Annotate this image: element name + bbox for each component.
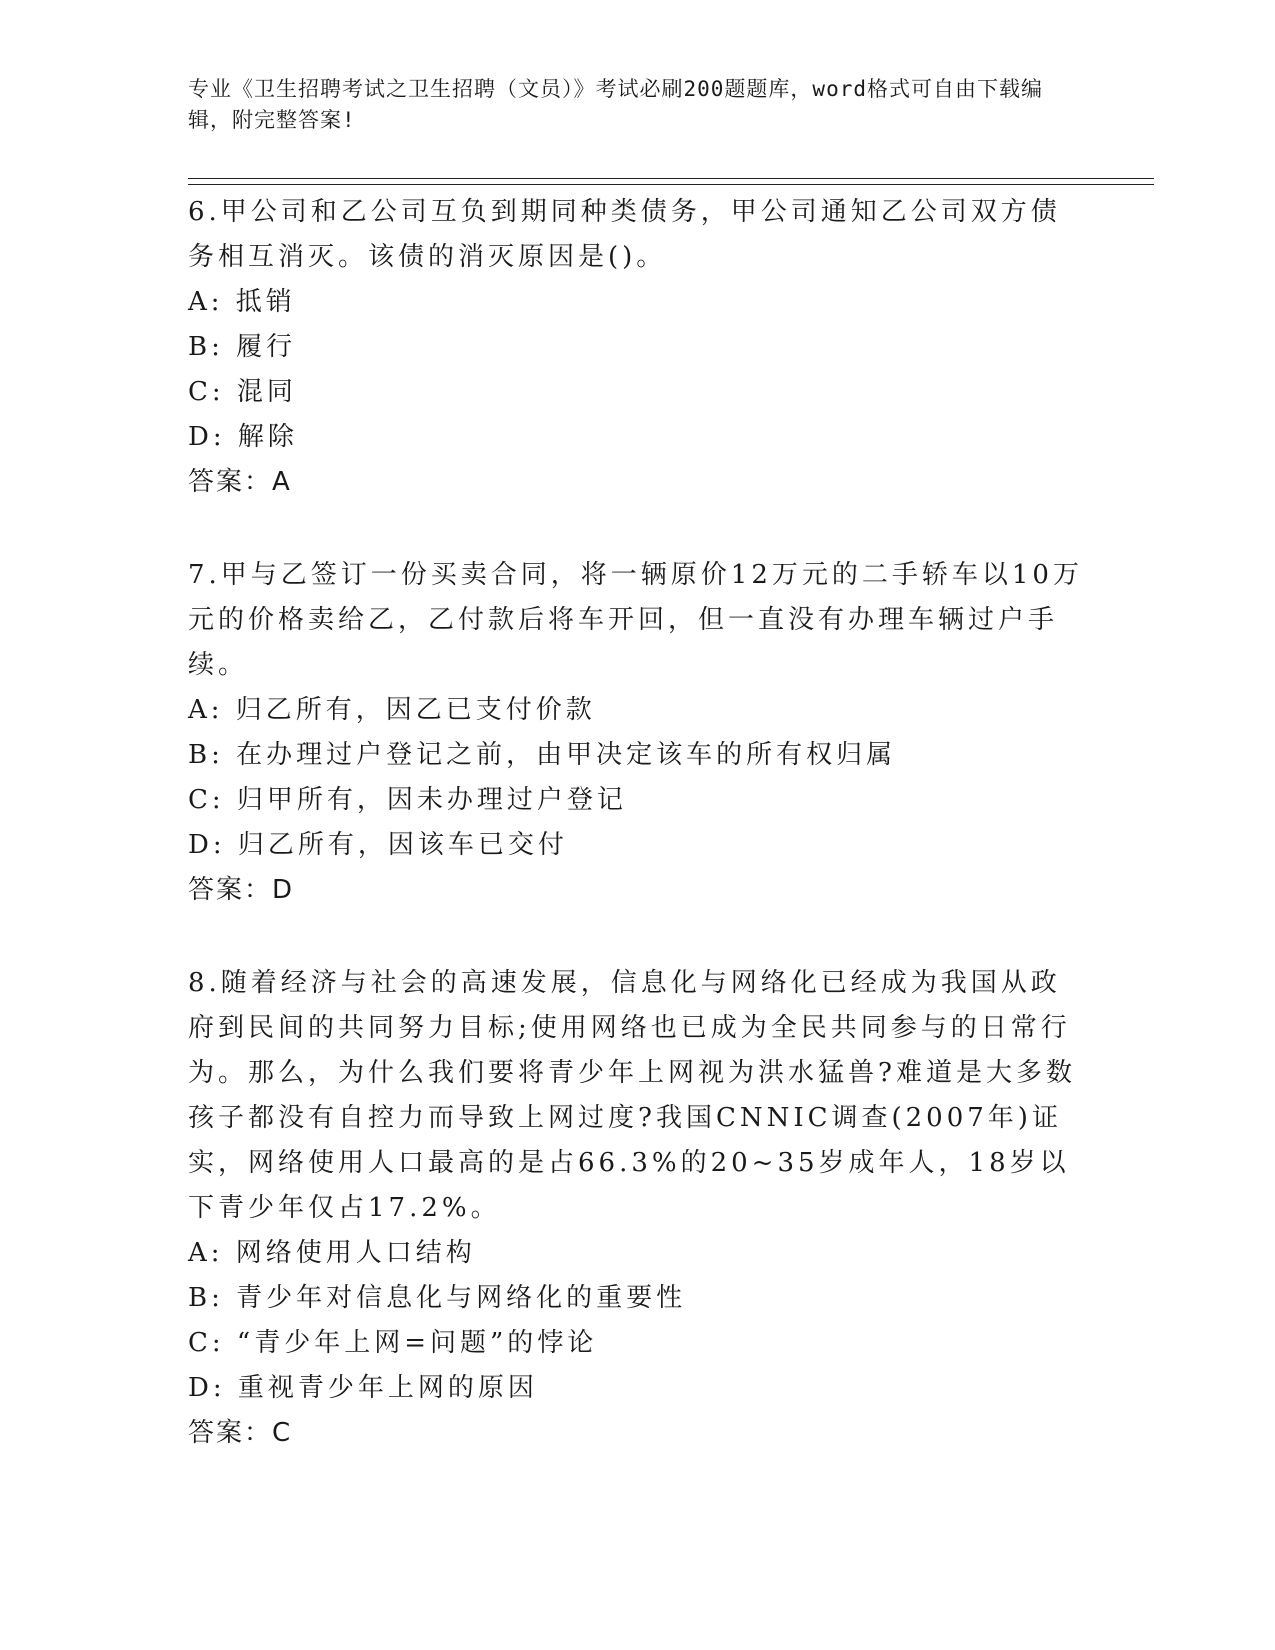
option-c: C: 归甲所有，因未办理过户登记 (188, 785, 627, 815)
question-8 (188, 961, 1088, 1456)
option-a: A: 抵销 (188, 287, 296, 317)
document-header: 专业《卫生招聘考试之卫生招聘（文员）》考试必刷200题题库，word格式可自由下载编辑，附完整答案! (188, 77, 1043, 132)
question-stem: 6.甲公司和乙公司互负到期同种类债务，甲公司通知乙公司双方债务相互消灭。该债的消灭原因是()。 (188, 197, 1061, 272)
option-b: B: 青少年对信息化与网络化的重要性 (188, 1283, 687, 1313)
answer-line: 答案：A (188, 467, 292, 497)
option-c: C: 混同 (188, 377, 297, 407)
question-stem: 7.甲与乙签订一份买卖合同，将一辆原价12万元的二手轿车以10万元的价格卖给乙，乙付款后将车开回，但一直没有办理车辆过户手续。 (188, 560, 1083, 680)
option-c: C: “青少年上网=问题”的悖论 (188, 1328, 598, 1358)
option-b: B: 在办理过户登记之前，由甲决定该车的所有权归属 (188, 740, 897, 770)
question-7 (188, 553, 1088, 913)
answer-line: 答案：D (188, 875, 295, 905)
option-d: D: 解除 (188, 422, 298, 452)
option-d: D: 归乙所有，因该车已交付 (188, 830, 568, 860)
header-divider-bottom (188, 184, 1154, 185)
option-a: A: 归乙所有，因乙已支付价款 (188, 695, 596, 725)
question-stem: 8.随着经济与社会的高速发展，信息化与网络化已经成为我国从政府到民间的共同努力目标;使用网络也已成为全民共同参与的日常行为。那么，为什么我们要将青少年上网视为洪水猛兽?难道是大多数孩子都没有自控力而导致上网过度?我国CNNIC调查(2007年)证实，网络使用人口最高的是占66.3%的20~35岁成年人，18岁以下青少年仅占17.2%。 (188, 968, 1076, 1223)
option-d: D: 重视青少年上网的原因 (188, 1373, 538, 1403)
option-a: A: 网络使用人口结构 (188, 1238, 476, 1268)
option-b: B: 履行 (188, 332, 297, 362)
question-6 (188, 190, 1088, 505)
header-divider-top (188, 178, 1154, 179)
answer-line: 答案：C (188, 1418, 293, 1448)
